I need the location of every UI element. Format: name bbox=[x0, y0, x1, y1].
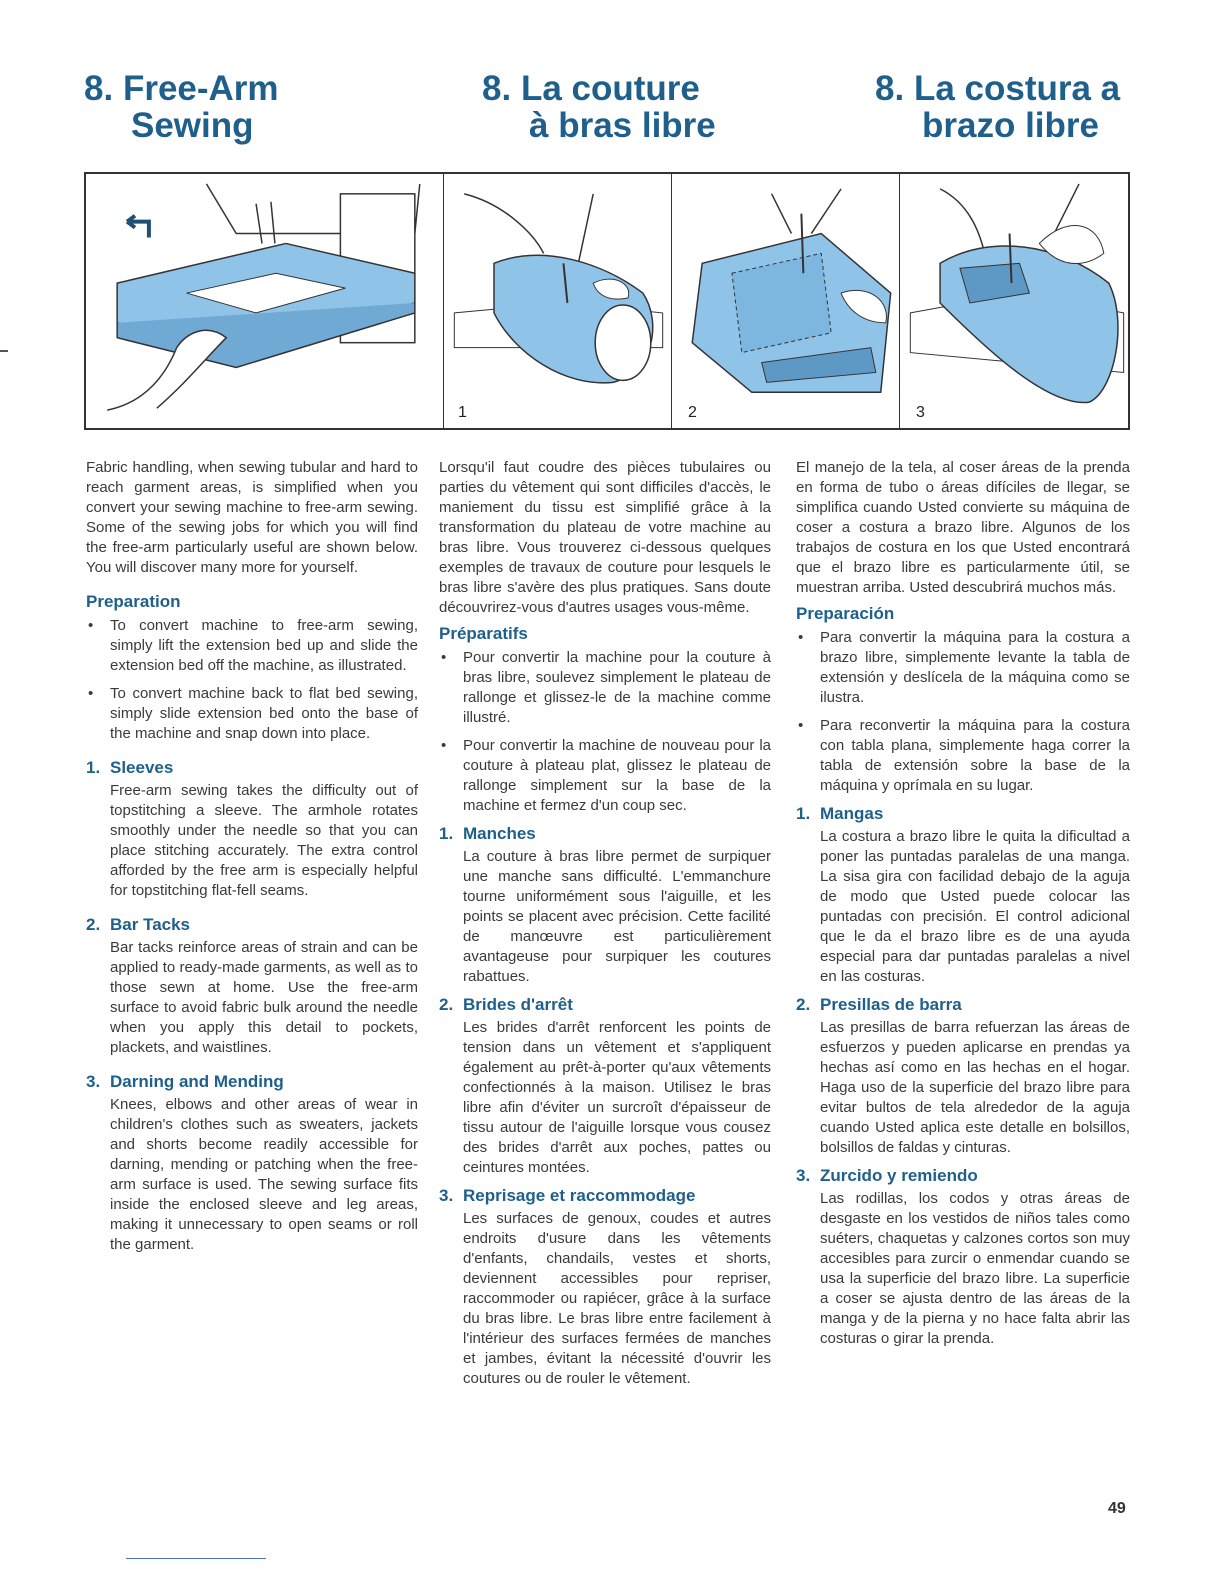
section-body: La costura a brazo libre le quita la dificultad a poner las puntadas paralelas de una manga. La sisa gira con facilidad debajo de la aguja de modo que Usted puede colocar las puntadas con precisión. El control adicional que le da el brazo libre es de una ayuda especial para dar puntadas paralelas a nivel en las costuras. bbox=[820, 828, 1130, 985]
darning-drawing bbox=[900, 174, 1130, 428]
title-spanish bbox=[875, 70, 1120, 144]
preparation-heading: Preparation bbox=[86, 592, 181, 611]
preparation-list bbox=[796, 628, 1130, 796]
section-brides bbox=[439, 995, 771, 1178]
section-title-text: Darning and Mending bbox=[110, 1072, 284, 1091]
section-body: Les brides d'arrêt renforcent les points de tension dans un vêtement et s'appliquent également au prêt-à-porter qu'aux vêtements confectionnés à la maison. Utilisez le bras libre afin d'éviter un surcroît d'épaisseur de tissu autour de l'aiguille lorsque vous cousez des brides d'arrêt aux poches, pattes ou ceintures montées. bbox=[463, 1019, 771, 1176]
section-body: Les surfaces de genoux, coudes et autres endroits d'usure dans les vêtements d'enfants, chandails, vestes et shorts, deviennent accessibles pour repriser, raccommoder ou rapiécer, grâce à la surface du bras libre. Le bras libre entre facilement à l'intérieur des surfaces fermées de manches et jambes, évitant la nécessité d'ouvrir les coutures ou de rouler le vêtement. bbox=[463, 1210, 771, 1387]
extension-bed-drawing bbox=[86, 174, 443, 428]
panel-label: 2 bbox=[688, 404, 697, 421]
section-number: 3. bbox=[86, 1072, 101, 1091]
section-title bbox=[796, 995, 1130, 1015]
title-number: 8. bbox=[875, 69, 905, 108]
section-mangas bbox=[796, 804, 1130, 987]
section-body: Las rodillas, los codos y otras áreas de desgaste en los vestidos de niños tales como suéters, chaquetas y calzones cortos son muy accesibles para zurcir o enmendar cuando se usa la superficie del brazo libre. La superficie a coser se ajusta dentro de las áreas de la manga y de la pierna y no hace falta abrir las costuras o girar la prenda. bbox=[820, 1190, 1130, 1347]
title-number: 8. bbox=[482, 69, 512, 108]
title-line2: Sewing bbox=[131, 106, 254, 145]
illustration-bar-tacks bbox=[671, 174, 899, 428]
title-french bbox=[482, 70, 716, 144]
margin-tick bbox=[0, 350, 8, 352]
section-title bbox=[439, 824, 771, 844]
illustration-sleeves bbox=[443, 174, 671, 428]
section-darning bbox=[86, 1072, 418, 1255]
section-title bbox=[796, 1166, 1130, 1186]
sleeve-drawing bbox=[444, 174, 671, 428]
section-number: 1. bbox=[439, 824, 454, 843]
preparation-heading: Préparatifs bbox=[439, 624, 528, 643]
section-title-text: Zurcido y remiendo bbox=[820, 1166, 978, 1185]
column-spanish bbox=[796, 458, 1130, 1349]
section-number: 2. bbox=[86, 915, 101, 934]
title-english bbox=[84, 70, 279, 144]
list-item: • Pour convertir la machine pour la couture à bras libre, soulevez simplement le plateau de rallonge et glissez-le de la machine comme illustré. bbox=[439, 648, 771, 728]
intro-paragraph: Fabric handling, when sewing tubular and hard to reach garment areas, is simplified when you convert your sewing machine to free-arm sewing. Some of the sewing jobs for which you will find the free-arm particularly useful are shown below. You will discover many more for yourself. bbox=[86, 459, 418, 576]
footer-rule bbox=[126, 1558, 266, 1559]
section-title bbox=[439, 1186, 771, 1206]
section-title bbox=[86, 758, 418, 778]
section-title-text: Bar Tacks bbox=[110, 915, 191, 934]
section-zurcido bbox=[796, 1166, 1130, 1349]
title-line1: La couture bbox=[520, 69, 700, 108]
panel-label: 3 bbox=[916, 404, 925, 421]
list-item: • To convert machine back to flat bed sewing, simply slide extension bed onto the base of the machine and snap down into place. bbox=[86, 684, 418, 744]
section-number: 1. bbox=[86, 758, 101, 777]
intro-paragraph: Lorsqu'il faut coudre des pièces tubulaires ou parties du vêtement qui sont difficiles d'accès, le maniement du tissu est simplifié grâce à la transformation du plateau de votre machine au bras libre. Vous trouverez ci-dessous quelques exemples de travaux de couture pour lesquels le bras libre s'avère des plus pratiques. Sans doute découvrirez-vous d'autres usages vous-même. bbox=[439, 459, 771, 616]
panel-label: 1 bbox=[458, 404, 467, 421]
title-number: 8. bbox=[84, 69, 114, 108]
preparation-heading: Preparación bbox=[796, 604, 895, 623]
list-item: • Para convertir la máquina para la costura a brazo libre, simplemente levante la tabla de extensión y deslícela de la máquina como se ilustra. bbox=[796, 628, 1130, 708]
section-number: 3. bbox=[439, 1186, 454, 1205]
column-french bbox=[439, 458, 771, 1389]
section-title-text: Presillas de barra bbox=[820, 995, 962, 1014]
section-number: 3. bbox=[796, 1166, 811, 1185]
section-number: 1. bbox=[796, 804, 811, 823]
section-body: Bar tacks reinforce areas of strain and can be applied to ready-made garments, as well as to those sewn at home. Use the free-arm surface to avoid fabric bulk around the needle when you apply this detail to pockets, plackets, and waistlines. bbox=[110, 939, 418, 1056]
list-item: • Para reconvertir la máquina para la costura con tabla plana, simplemente haga correr la tabla de extensión sobre la base de la máquina y oprímala en su lugar. bbox=[796, 716, 1130, 796]
section-title-text: Manches bbox=[463, 824, 536, 843]
illustration-strip bbox=[84, 172, 1130, 430]
page-number: 49 bbox=[1108, 1500, 1126, 1517]
list-item: • To convert machine to free-arm sewing, simply lift the extension bed up and slide the extension bed off the machine, as illustrated. bbox=[86, 616, 418, 676]
preparation-list bbox=[439, 648, 771, 816]
section-body: Knees, elbows and other areas of wear in children's clothes such as sweaters, jackets and shorts become readily accessible for darning, mending or patching when the free-arm surface is used. The sewing surface fits inside the enclosed sleeve and leg areas, making it unnecessary to open seams or roll the garment. bbox=[110, 1096, 418, 1253]
bar-tack-drawing bbox=[672, 174, 899, 428]
section-manches bbox=[439, 824, 771, 987]
title-line1: Free-Arm bbox=[122, 69, 279, 108]
section-body: Free-arm sewing takes the difficulty out of topstitching a sleeve. The armhole rotates smoothly under the needle so that you can place stitching accurately. The extra control afforded by the free arm is especially helpful for topstitching flat-fell seams. bbox=[110, 782, 418, 899]
title-line1: La costura a bbox=[913, 69, 1121, 108]
illustration-darning bbox=[899, 174, 1130, 428]
section-title bbox=[796, 804, 1130, 824]
section-number: 2. bbox=[796, 995, 811, 1014]
title-line2: à bras libre bbox=[529, 106, 716, 145]
illustration-extension-bed bbox=[86, 174, 443, 428]
section-title-text: Sleeves bbox=[110, 758, 174, 777]
preparation-list bbox=[86, 616, 418, 744]
section-title-text: Reprisage et raccommodage bbox=[463, 1186, 696, 1205]
section-body: La couture à bras libre permet de surpiquer une manche sans difficulté. L'emmanchure tourne uniformément sous l'aiguille, et les points se placent avec précision. Cette facilité de manœuvre est particulièrement avantageuse pour surpiquer les coutures rabattues. bbox=[463, 848, 771, 985]
section-presillas bbox=[796, 995, 1130, 1158]
section-sleeves bbox=[86, 758, 418, 901]
section-title bbox=[86, 915, 418, 935]
intro-paragraph: El manejo de la tela, al coser áreas de la prenda en forma de tubo o áreas difíciles de llegar, se simplifica cuando Usted convierte su máquina de coser a costura a brazo libre. Algunos de los trabajos de costura en los que Usted encontrará que el brazo libre es particularmente útil, se muestran arriba. Usted descubrirá muchos más. bbox=[796, 459, 1130, 596]
title-line2: brazo libre bbox=[922, 106, 1099, 145]
section-title bbox=[86, 1072, 418, 1092]
section-number: 2. bbox=[439, 995, 454, 1014]
list-item: • Pour convertir la machine de nouveau pour la couture à plateau plat, glissez le plateau de rallonge simplement sur la base de la machine et fermez d'un coup sec. bbox=[439, 736, 771, 816]
section-bar-tacks bbox=[86, 915, 418, 1058]
section-body: Las presillas de barra refuerzan las áreas de esfuerzos y pueden aplicarse en prendas ya hechas así como en las hechas en el hogar. Haga uso de la superficie del brazo libre para evitar bultos de tela alrededor de la aguja cuando Usted aplica este detalle en bolsillos, bolsillos de faldas y cinturas. bbox=[820, 1019, 1130, 1156]
section-title-text: Brides d'arrêt bbox=[463, 995, 573, 1014]
section-title bbox=[439, 995, 771, 1015]
section-title-text: Mangas bbox=[820, 804, 884, 823]
column-english bbox=[86, 458, 418, 1255]
section-reprisage bbox=[439, 1186, 771, 1389]
